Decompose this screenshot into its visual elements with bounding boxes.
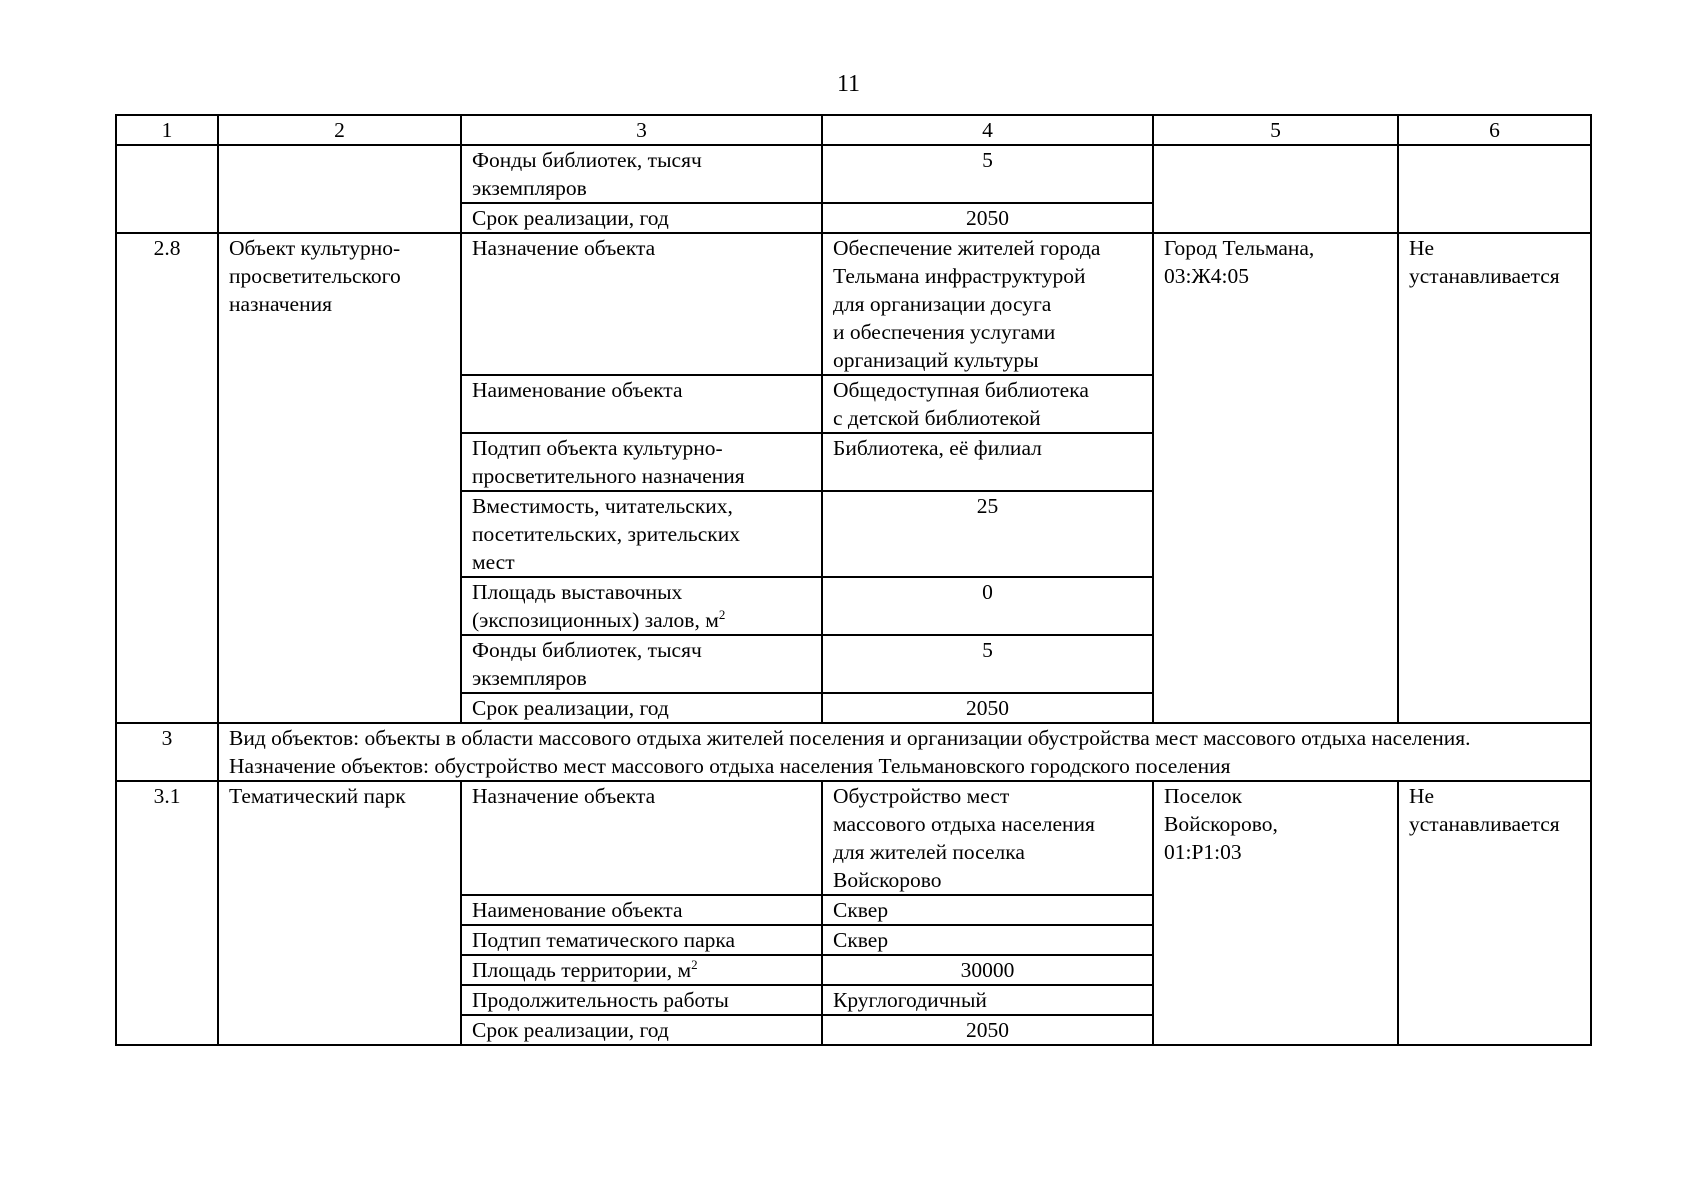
param-label: Фонды библиотек, тысяч экземпляров: [461, 635, 822, 693]
param-label: Назначение объекта: [461, 781, 822, 895]
param-label: Подтип тематического парка: [461, 925, 822, 955]
header-cell: 6: [1398, 115, 1591, 145]
param-label: [461, 577, 822, 635]
param-label: Срок реализации, год: [461, 693, 822, 723]
param-label-text: Площадь выставочных (экспозиционных) залов, м: [472, 580, 719, 632]
section-description: [218, 723, 1591, 781]
object-location: Город Тельмана, 03:Ж4:05: [1153, 233, 1398, 723]
param-label: [461, 955, 822, 985]
header-cell: 1: [116, 115, 218, 145]
param-value: Сквер: [822, 895, 1153, 925]
param-label-text: Площадь территории, м: [472, 958, 692, 982]
param-label: Подтип объекта культурно- просветительного назначения: [461, 433, 822, 491]
param-value: 30000: [822, 955, 1153, 985]
param-value: 5: [822, 145, 1153, 203]
empty-cell: [218, 145, 461, 233]
param-value: 5: [822, 635, 1153, 693]
param-value: 2050: [822, 203, 1153, 233]
header-cell: 4: [822, 115, 1153, 145]
param-value: Обустройство мест массового отдыха населения для жителей поселка Войскорово: [822, 781, 1153, 895]
empty-cell: [1153, 145, 1398, 233]
param-label: Вместимость, читательских, посетительских, зрительских мест: [461, 491, 822, 577]
table-row: [116, 233, 1591, 375]
header-row: [116, 115, 1591, 145]
param-label: Продолжительность работы: [461, 985, 822, 1015]
object-name: Тематический парк: [218, 781, 461, 1045]
object-location: Поселок Войскорово, 01:Р1:03: [1153, 781, 1398, 1045]
superscript: 2: [718, 607, 726, 622]
object-name: Объект культурно- просветительского назначения: [218, 233, 461, 723]
param-value: 2050: [822, 693, 1153, 723]
param-value: Общедоступная библиотека с детской библиотекой: [822, 375, 1153, 433]
object-number: 2.8: [116, 233, 218, 723]
param-label: Назначение объекта: [461, 233, 822, 375]
header-cell: 2: [218, 115, 461, 145]
header-cell: 3: [461, 115, 822, 145]
param-label: Срок реализации, год: [461, 203, 822, 233]
param-label: Фонды библиотек, тысяч экземпляров: [461, 145, 822, 203]
param-label: Срок реализации, год: [461, 1015, 822, 1045]
object-zone: Не устанавливается: [1398, 233, 1591, 723]
param-value: Библиотека, её филиал: [822, 433, 1153, 491]
table-row: [116, 781, 1591, 895]
param-value: 25: [822, 491, 1153, 577]
param-label: Наименование объекта: [461, 895, 822, 925]
empty-cell: [1398, 145, 1591, 233]
section-row: [116, 723, 1591, 781]
param-value: Обеспечение жителей города Тельмана инфраструктурой для организации досуга и обеспечения услугами организаций культуры: [822, 233, 1153, 375]
param-label: Наименование объекта: [461, 375, 822, 433]
object-zone: Не устанавливается: [1398, 781, 1591, 1045]
param-value: 0: [822, 577, 1153, 635]
empty-cell: [116, 145, 218, 233]
section-purpose: Назначение объектов: обустройство мест массового отдыха населения Тельмановского городского поселения: [229, 754, 1231, 778]
superscript: 2: [691, 957, 698, 972]
section-kind: Вид объектов: объекты в области массового отдыха жителей поселения и организации обустройства мест массового отдыха населения.: [229, 726, 1471, 750]
param-value: Круглогодичный: [822, 985, 1153, 1015]
page-number: 11: [836, 71, 861, 97]
object-number: 3.1: [116, 781, 218, 1045]
table-row: [116, 145, 1591, 203]
header-cell: 5: [1153, 115, 1398, 145]
param-value: Сквер: [822, 925, 1153, 955]
section-number: 3: [116, 723, 218, 781]
param-value: 2050: [822, 1015, 1153, 1045]
planning-table: [115, 114, 1592, 1046]
